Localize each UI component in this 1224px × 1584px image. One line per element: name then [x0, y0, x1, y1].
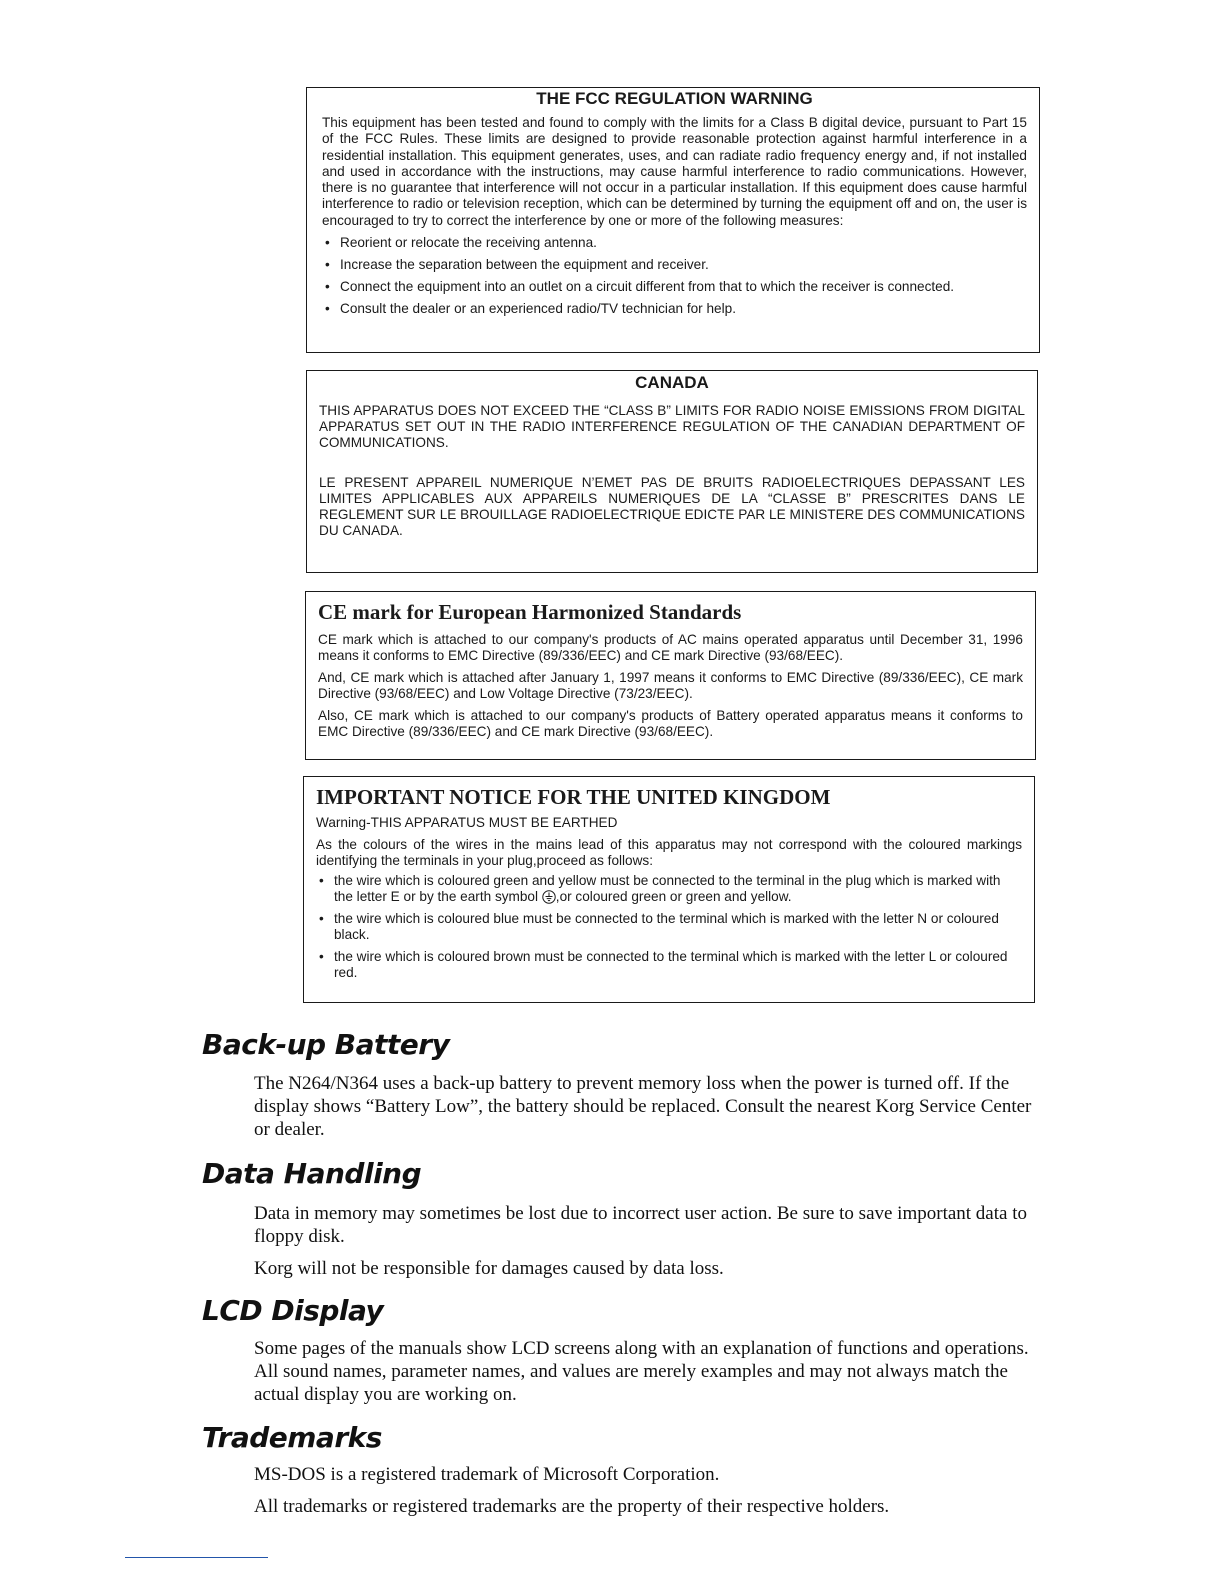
backup-battery-text: The N264/N364 uses a back-up battery to prevent memory loss when the power is turned off. If the display shows “Battery Low”, the battery should be replaced. Consult the nearest Korg Service Center or dealer.: [254, 1073, 1032, 1140]
list-item: • Increase the separation between the equipment and receiver.: [325, 257, 709, 273]
fcc-measures-list: [322, 235, 1027, 317]
list-item: • Reorient or relocate the receiving antenna.: [325, 235, 597, 251]
list-item: • Consult the dealer or an experienced radio/TV technician for help.: [325, 301, 736, 317]
trademarks-text: MS-DOS is a registered trademark of Microsoft Corporation.: [254, 1464, 720, 1485]
data-handling-text: Korg will not be responsible for damages caused by data loss.: [254, 1258, 724, 1279]
fcc-title: THE FCC REGULATION WARNING: [536, 89, 813, 108]
data-handling-body: [254, 1202, 1044, 1289]
canada-title: CANADA: [635, 373, 709, 392]
ce-mark-box: [305, 591, 1036, 760]
trademarks-text: All trademarks or registered trademarks are the property of their respective holders.: [254, 1496, 890, 1517]
list-item: • the wire which is coloured green and yellow must be connected to the terminal in the plug which is marked with the letter E or by the earth symbol ,or coloured green or green and yellow.: [319, 873, 1001, 904]
trademarks-body: [254, 1463, 1044, 1527]
ce-title: CE mark for European Harmonized Standards: [318, 600, 742, 624]
trademarks-heading: Trademarks: [202, 1421, 382, 1454]
uk-intro: As the colours of the wires in the mains lead of this apparatus may not correspond with the coloured markings identifying the terminals in your plug,proceed as follows:: [316, 837, 1022, 868]
canada-english-text: THIS APPARATUS DOES NOT EXCEED THE “CLASS B” LIMITS FOR RADIO NOISE EMISSIONS FROM DIGITAL APPARATUS SET OUT IN THE RADIO INTERFERENCE REGULATION OF THE CANADIAN DEPARTMENT OF COMMUNICATIONS.: [319, 403, 1025, 450]
fcc-body: This equipment has been tested and found to comply with the limits for a Class B digital device, pursuant to Part 15 of the FCC Rules. These limits are designed to provide reasonable protection against harmful interference in a residential installation. This equipment generates, uses, and can radiate radio frequency energy and, if not installed and used in accordance with the instructions, may cause harmful interference to radio communications. However, there is no guarantee that interference will not occur in a particular installation. If this equipment does cause harmful interference to radio or television reception, which can be determined by turning the equipment off and on, the user is encouraged to try to correct the interference by one or more of the following measures:: [322, 115, 1027, 228]
canada-french-text: LE PRESENT APPAREIL NUMERIQUE N’EMET PAS DE BRUITS RADIOELECTRIQUES DEPASSANT LES LIMITES APPLICABLES AUX APPAREILS NUMERIQUES DE LA “CLASSE B” PRESCRITES DANS LE REGLEMENT SUR LE BROUILLAGE RADIOELECTRIQUE EDICTE PAR LE MINISTERE DES COMMUNICATIONS DU CANADA.: [319, 475, 1025, 538]
canada-notice-box: [306, 370, 1038, 573]
data-handling-text: Data in memory may sometimes be lost due to incorrect user action. Be sure to save important data to floppy disk.: [254, 1203, 1027, 1247]
list-item: • the wire which is coloured brown must be connected to the terminal which is marked with the letter L or coloured red.: [319, 949, 1008, 980]
uk-warning: Warning-THIS APPARATUS MUST BE EARTHED: [316, 815, 618, 830]
footer-rule: [125, 1557, 268, 1558]
lcd-display-heading: LCD Display: [202, 1294, 384, 1327]
data-handling-heading: Data Handling: [202, 1157, 422, 1190]
uk-notice-box: [303, 776, 1035, 1003]
lcd-display-body: [254, 1337, 1044, 1415]
uk-title: IMPORTANT NOTICE FOR THE UNITED KINGDOM: [316, 785, 831, 809]
ce-paragraph: And, CE mark which is attached after January 1, 1997 means it conforms to EMC Directive (89/336/EEC), CE mark Directive (93/68/EEC) and Low Voltage Directive (73/23/EEC).: [318, 670, 1023, 701]
fcc-warning-box: [306, 87, 1040, 353]
list-item: • Connect the equipment into an outlet on a circuit different from that to which the receiver is connected.: [325, 279, 955, 295]
uk-wiring-list: [316, 873, 1022, 981]
backup-battery-body: [254, 1072, 1044, 1150]
ce-paragraph: CE mark which is attached to our company's products of AC mains operated apparatus until December 31, 1996 means it conforms to EMC Directive (89/336/EEC) and CE mark Directive (93/68/EEC).: [318, 632, 1023, 663]
ce-paragraph: Also, CE mark which is attached to our company's products of Battery operated apparatus means it conforms to EMC Directive (89/336/EEC) and CE mark Directive (93/68/EEC).: [318, 708, 1023, 739]
earth-symbol-icon: [542, 890, 556, 904]
backup-battery-heading: Back-up Battery: [202, 1028, 450, 1061]
lcd-display-text: Some pages of the manuals show LCD screens along with an explanation of functions and operations. All sound names, parameter names, and values are merely examples and may not always match the actual display you are working on.: [254, 1338, 1029, 1405]
list-item: • the wire which is coloured blue must be connected to the terminal which is marked with the letter N or coloured black.: [319, 911, 999, 942]
